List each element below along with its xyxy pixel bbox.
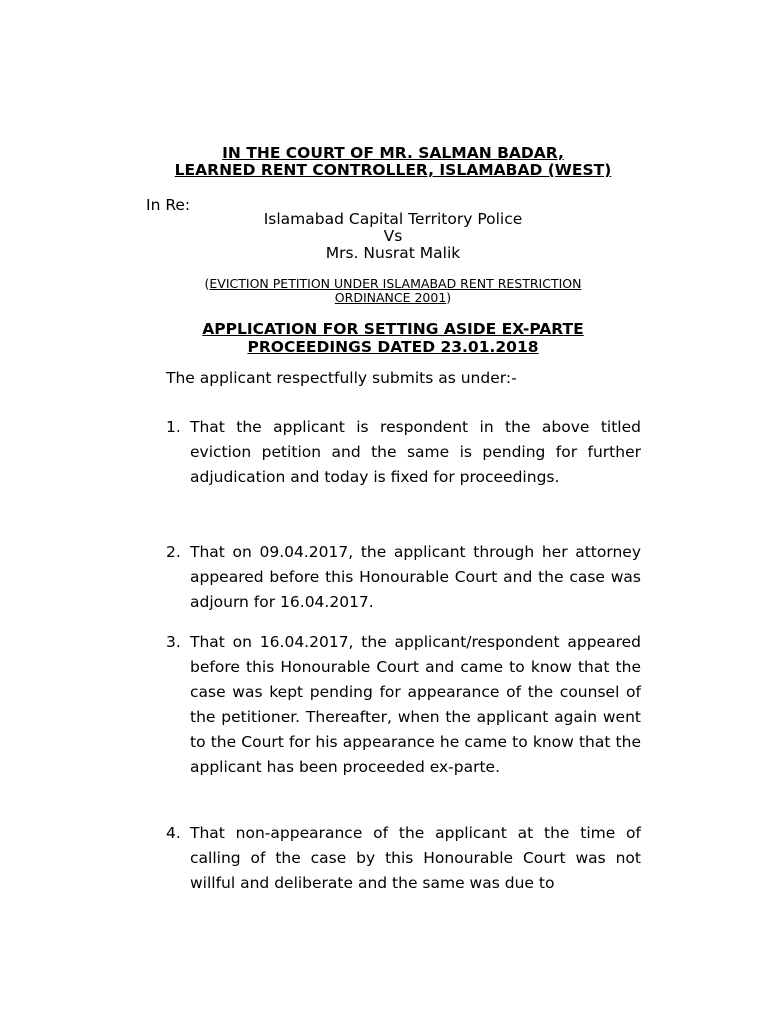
respondent-name: Mrs. Nusrat Malik xyxy=(325,244,461,262)
petitioner-name: Islamabad Capital Territory Police xyxy=(263,210,523,228)
paragraph-2 xyxy=(166,540,641,615)
paragraph-text: That on 09.04.2017, the applicant through her attorney appeared before this Honourable Court and the case was adjourn for 16.04.2017. xyxy=(190,543,641,611)
case-parties xyxy=(0,211,768,262)
paragraph-1 xyxy=(166,415,641,490)
paragraph-number: 4. xyxy=(166,824,181,842)
petition-type-text-2: ORDINANCE 2001 xyxy=(334,290,447,305)
petition-type-line-2 xyxy=(0,291,768,305)
court-heading-line-2: LEARNED RENT CONTROLLER, ISLAMABAD (WEST) xyxy=(174,161,612,179)
open-paren: ( xyxy=(204,276,210,291)
application-title xyxy=(0,320,768,356)
petition-type-line-1 xyxy=(0,277,768,291)
court-heading xyxy=(0,145,768,179)
application-title-line-1: APPLICATION FOR SETTING ASIDE EX-PARTE xyxy=(202,320,584,338)
paragraph-number: 1. xyxy=(166,418,181,436)
close-paren: ) xyxy=(446,290,452,305)
intro-statement: The applicant respectfully submits as under:- xyxy=(166,369,517,387)
paragraph-text: That non-appearance of the applicant at the time of calling of the case by this Honourable Court was not willful and deliberate and the same was due to xyxy=(190,824,641,892)
paragraph-text: That on 16.04.2017, the applicant/respondent appeared before this Honourable Court and came to know that the case was kept pending for appearance of the counsel of the petitioner. Thereafter, when the applicant again went to the Court for his appearance he came to know that the applicant has been proceeded ex-parte. xyxy=(190,633,641,776)
paragraph-number: 2. xyxy=(166,543,181,561)
petition-type-text-1: EVICTION PETITION UNDER ISLAMABAD RENT RESTRICTION xyxy=(209,276,582,291)
paragraph-number: 3. xyxy=(166,633,181,651)
court-heading-line-1: IN THE COURT OF MR. SALMAN BADAR, xyxy=(222,144,564,162)
paragraph-text: That the applicant is respondent in the above titled eviction petition and the same is pending for further adjudication and today is fixed for proceedings. xyxy=(190,418,641,486)
application-title-line-2: PROCEEDINGS DATED 23.01.2018 xyxy=(247,338,539,356)
paragraph-3 xyxy=(166,630,641,780)
in-re-label: In Re: xyxy=(146,196,191,214)
petition-type xyxy=(0,277,768,305)
paragraph-4 xyxy=(166,821,641,896)
versus-label: Vs xyxy=(383,227,403,245)
